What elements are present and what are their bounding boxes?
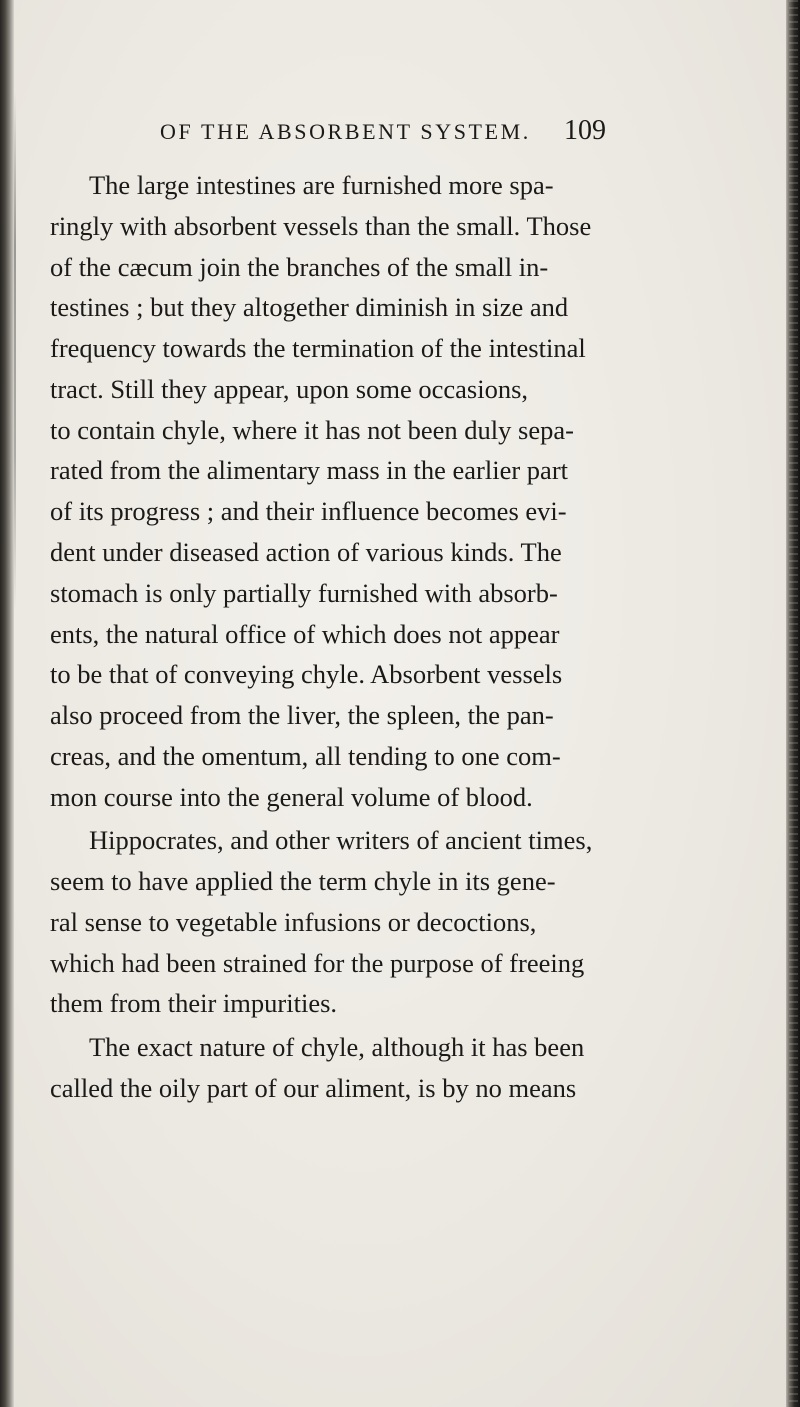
text-line: to be that of conveying chyle. Absorbent vessels [50, 659, 563, 690]
text-line: them from their impurities. [50, 988, 338, 1019]
text-line: mon course into the general volume of blood. [50, 781, 533, 812]
page-number: 109 [564, 115, 606, 146]
binding-gutter [0, 0, 14, 1407]
text-line: Hippocrates, and other writers of ancient times, [89, 825, 593, 856]
page-edge-texture [789, 0, 798, 1407]
text-line: dent under diseased action of various kinds. The [50, 536, 562, 567]
text-line: ents, the natural office of which does not appear [50, 618, 560, 649]
text-line: seem to have applied the term chyle in its gene- [50, 866, 556, 897]
text-line: also proceed from the liver, the spleen, the pan- [50, 700, 554, 731]
text-line: tract. Still they appear, upon some occasions, [50, 373, 529, 404]
text-line: of its progress ; and their influence becomes evi- [50, 496, 567, 527]
page-header [0, 117, 800, 151]
text-line: frequency towards the termination of the intestinal [50, 333, 586, 364]
text-line: testines ; but they altogether diminish in size and [50, 292, 569, 323]
text-line: called the oily part of our aliment, is by no means [50, 1073, 577, 1103]
text-line: ringly with absorbent vessels than the small. Those [50, 210, 592, 241]
text-line: which had been strained for the purpose of freeing [50, 947, 585, 978]
text-line: The large intestines are furnished more spa- [89, 170, 554, 200]
text-line: to contain chyle, where it has not been duly sepa- [50, 414, 574, 445]
text-line: creas, and the omentum, all tending to one com- [50, 740, 561, 771]
text-line: rated from the alimentary mass in the earlier part [50, 455, 569, 486]
text-line: stomach is only partially furnished with absorb- [50, 577, 558, 608]
text-line: The exact nature of chyle, although it has been [89, 1032, 585, 1063]
gutter-shadow [14, 90, 16, 610]
text-line: ral sense to vegetable infusions or decoctions, [50, 906, 537, 937]
running-head: OF THE ABSORBENT SYSTEM. [160, 119, 531, 144]
text-line: of the cæcum join the branches of the small in- [50, 251, 549, 282]
